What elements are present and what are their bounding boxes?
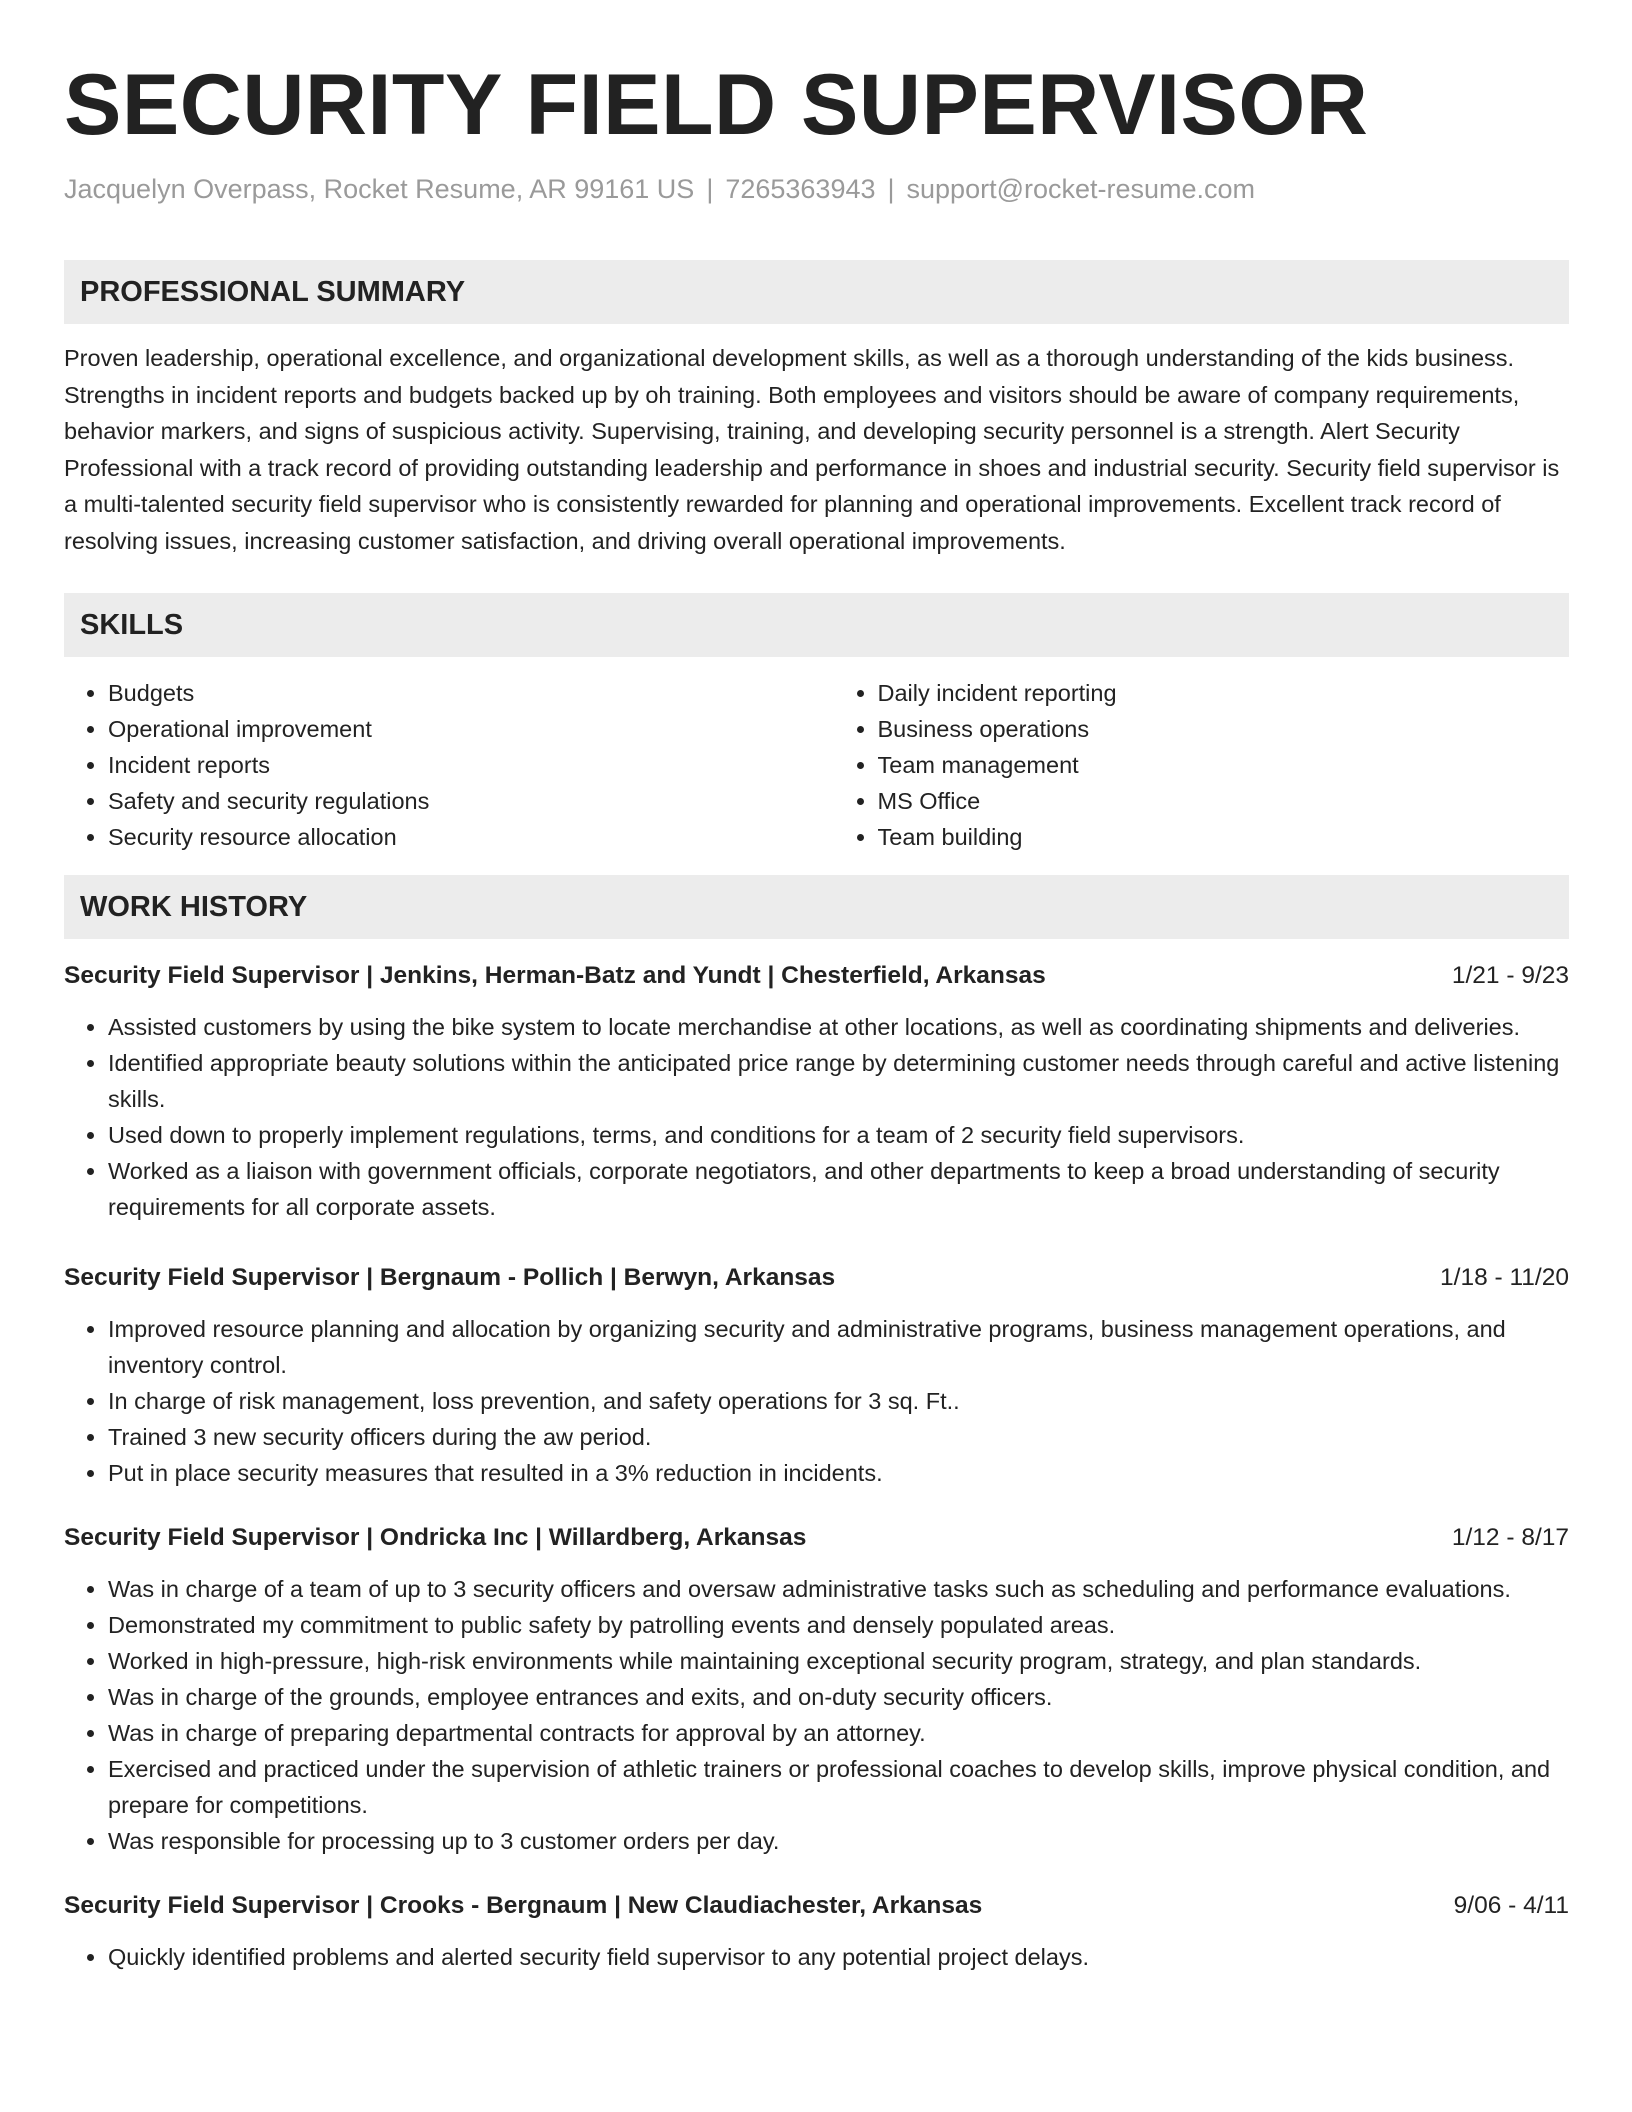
skill-item: • Incident reports xyxy=(108,747,800,783)
job-bullet-list xyxy=(64,1009,1569,1225)
skill-item: • Business operations xyxy=(878,711,1570,747)
job-bullet: • Quickly identified problems and alerted security field supervisor to any potential project delays. xyxy=(108,1939,1569,1975)
skill-item: • Daily incident reporting xyxy=(878,675,1570,711)
job-header xyxy=(64,1521,1569,1555)
job-bullet: • In charge of risk management, loss prevention, and safety operations for 3 sq. Ft.. xyxy=(108,1383,1569,1419)
skill-item: • Security resource allocation xyxy=(108,819,800,855)
job-dates: 1/18 - 11/20 xyxy=(1440,1264,1569,1291)
skill-item: • Safety and security regulations xyxy=(108,783,800,819)
job-bullet: • Put in place security measures that resulted in a 3% reduction in incidents. xyxy=(108,1455,1569,1491)
skill-item: • MS Office xyxy=(878,783,1570,819)
skill-item: • Operational improvement xyxy=(108,711,800,747)
skill-item: • Team management xyxy=(878,747,1570,783)
job-header xyxy=(64,1889,1569,1923)
job-bullet: • Improved resource planning and allocation by organizing security and administrative programs, business management operations, and inventory control. xyxy=(108,1311,1569,1383)
skills-left-list xyxy=(64,675,800,855)
job-header xyxy=(64,959,1569,993)
job-bullet: • Was in charge of a team of up to 3 security officers and oversaw administrative tasks such as scheduling and performance evaluations. xyxy=(108,1571,1569,1607)
job-bullet: • Exercised and practiced under the supervision of athletic trainers or professional coaches to develop skills, improve physical condition, and prepare for competitions. xyxy=(108,1751,1569,1823)
skills-section-header: SKILLS xyxy=(64,593,1569,657)
job-entry xyxy=(64,1521,1569,1859)
contact-email: support@rocket-resume.com xyxy=(906,174,1256,204)
job-bullet: • Trained 3 new security officers during the aw period. xyxy=(108,1419,1569,1455)
job-entry xyxy=(64,959,1569,1225)
job-title: Security Field Supervisor | Bergnaum - Pollich | Berwyn, Arkansas xyxy=(64,1264,836,1291)
job-entry xyxy=(64,1889,1569,1975)
skills-right-list xyxy=(800,675,1570,855)
contact-phone: 7265363943 xyxy=(725,174,876,204)
job-header xyxy=(64,1261,1569,1295)
skills-section xyxy=(64,593,1569,855)
job-dates: 9/06 - 4/11 xyxy=(1453,1892,1569,1919)
job-bullet: • Worked as a liaison with government officials, corporate negotiators, and other departments to keep a broad understanding of security requirements for all corporate assets. xyxy=(108,1153,1569,1225)
resume-name-title: SECURITY FIELD SUPERVISOR xyxy=(64,57,1369,153)
job-bullet-list xyxy=(64,1939,1569,1975)
contact-address: Jacquelyn Overpass, Rocket Resume, AR 99161 US xyxy=(64,174,695,204)
job-bullet: • Used down to properly implement regulations, terms, and conditions for a team of 2 security field supervisors. xyxy=(108,1117,1569,1153)
job-title: Security Field Supervisor | Crooks - Bergnaum | New Claudiachester, Arkansas xyxy=(64,1892,983,1919)
summary-section-header: PROFESSIONAL SUMMARY xyxy=(64,260,1569,324)
job-bullet: • Was in charge of the grounds, employee entrances and exits, and on-duty security officers. xyxy=(108,1679,1569,1715)
skill-item: • Budgets xyxy=(108,675,800,711)
summary-text: Proven leadership, operational excellence, and organizational development skills, as well as a thorough understanding of the kids business. Strengths in incident reports and budgets backed up by oh training. Both employees and visitors should be aware of company requirements, behavior markers, and signs of suspicious activity. Supervising, training, and developing security personnel is a strength. Alert Security Professional with a track record of providing outstanding leadership and performance in shoes and industrial security. Security field supervisor is a multi-talented security field supervisor who is consistently rewarded for planning and operational improvements. Excellent track record of resolving issues, increasing customer satisfaction, and driving overall operational improvements. xyxy=(64,345,1560,554)
contact-separator: | xyxy=(887,174,895,204)
job-dates: 1/12 - 8/17 xyxy=(1451,1524,1569,1551)
job-bullet: • Identified appropriate beauty solutions within the anticipated price range by determining customer needs through careful and active listening skills. xyxy=(108,1045,1569,1117)
job-bullet: • Assisted customers by using the bike system to locate merchandise at other locations, as well as coordinating shipments and deliveries. xyxy=(108,1009,1569,1045)
job-bullet-list xyxy=(64,1311,1569,1491)
job-dates: 1/21 - 9/23 xyxy=(1451,962,1569,989)
job-bullet: • Demonstrated my commitment to public safety by patrolling events and densely populated areas. xyxy=(108,1607,1569,1643)
work-history-section xyxy=(64,875,1569,1975)
work-history-section-header: WORK HISTORY xyxy=(64,875,1569,939)
job-entry xyxy=(64,1261,1569,1491)
resume-page xyxy=(64,0,1569,1975)
job-bullet: • Was in charge of preparing departmental contracts for approval by an attorney. xyxy=(108,1715,1569,1751)
skills-columns xyxy=(64,675,1569,855)
job-bullet: • Worked in high-pressure, high-risk environments while maintaining exceptional security program, strategy, and plan standards. xyxy=(108,1643,1569,1679)
skill-item: • Team building xyxy=(878,819,1570,855)
contact-separator: | xyxy=(706,174,714,204)
contact-line xyxy=(64,170,1569,208)
job-bullet-list xyxy=(64,1571,1569,1859)
job-title: Security Field Supervisor | Jenkins, Herman-Batz and Yundt | Chesterfield, Arkansas xyxy=(64,962,1046,989)
job-title: Security Field Supervisor | Ondricka Inc | Willardberg, Arkansas xyxy=(64,1524,807,1551)
summary-section xyxy=(64,260,1569,559)
job-bullet: • Was responsible for processing up to 3 customer orders per day. xyxy=(108,1823,1569,1859)
